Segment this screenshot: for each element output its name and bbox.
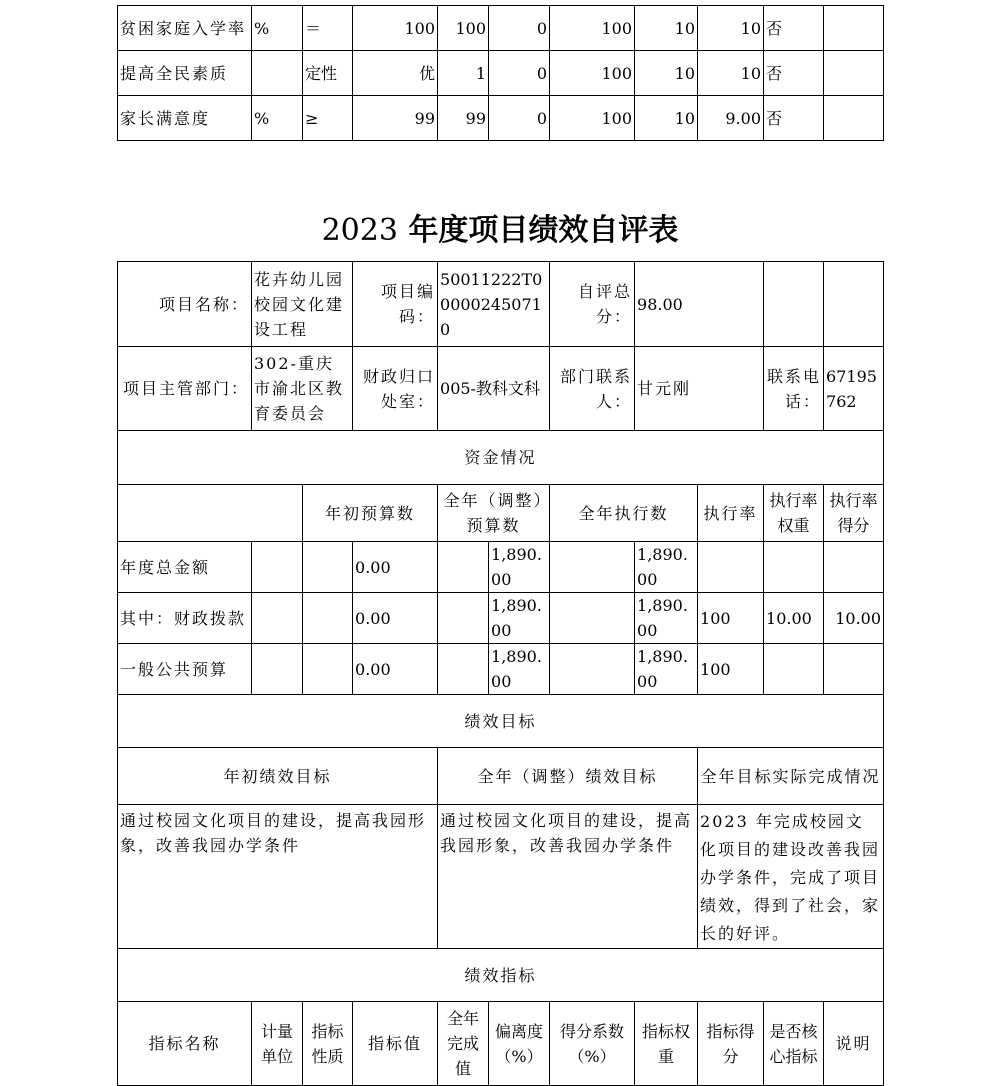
empty-cell — [550, 542, 635, 593]
header-rate-weight: 执行率权重 — [764, 485, 824, 542]
funds-adjusted: 1,890.00 — [489, 542, 550, 593]
table-row — [118, 644, 884, 695]
empty-cell — [252, 644, 303, 695]
goals-section-title: 绩效目标 — [118, 695, 884, 748]
funds-executed: 1,890.00 — [635, 644, 698, 695]
empty-cell — [764, 262, 824, 347]
header-deviation: 偏离度（%） — [489, 1002, 550, 1086]
header-score: 指标得分 — [698, 1002, 764, 1086]
empty-cell — [303, 593, 353, 644]
self-score-value: 98.00 — [635, 262, 764, 347]
project-name-value: 花卉幼儿园校园文化建设工程 — [252, 262, 353, 347]
funds-row-label: 年度总金额 — [118, 542, 252, 593]
indicator-weight: 10 — [635, 96, 698, 141]
header-executed: 全年执行数 — [550, 485, 698, 542]
indicator-target: 100 — [353, 6, 438, 51]
adjusted-goal-text: 通过校园文化项目的建设，提高我园形象，改善我园办学条件 — [438, 805, 698, 949]
indicator-deviation: 0 — [489, 51, 550, 96]
indicators-header-row — [118, 1002, 884, 1086]
indicator-operator: ＝ — [303, 6, 353, 51]
header-initial-goal: 年初绩效目标 — [118, 748, 438, 805]
indicator-note — [824, 51, 884, 96]
indicator-unit — [252, 51, 303, 96]
dept-value: 302-重庆市渝北区教育委员会 — [252, 347, 353, 431]
header-adjusted-goal: 全年（调整）绩效目标 — [438, 748, 698, 805]
top-indicator-table — [117, 5, 884, 141]
indicator-unit: % — [252, 6, 303, 51]
self-evaluation-table — [117, 261, 884, 1086]
funds-score — [824, 644, 884, 695]
indicator-coef: 100 — [550, 6, 635, 51]
funds-executed: 1,890.00 — [635, 593, 698, 644]
header-coef: 得分系数（%） — [550, 1002, 635, 1086]
indicators-section-title: 绩效指标 — [118, 949, 884, 1002]
dept-label: 项目主管部门： — [118, 347, 252, 431]
indicator-operator: ≥ — [303, 96, 353, 141]
funds-weight — [764, 644, 824, 695]
header-initial-budget: 年初预算数 — [303, 485, 438, 542]
indicator-deviation: 0 — [489, 6, 550, 51]
indicator-coef: 100 — [550, 51, 635, 96]
title-year: 2023 — [321, 213, 398, 248]
indicator-deviation: 0 — [489, 96, 550, 141]
indicator-coef: 100 — [550, 96, 635, 141]
indicator-name: 提高全民素质 — [118, 51, 252, 96]
empty-cell — [550, 644, 635, 695]
header-adjusted-budget: 全年（调整）预算数 — [438, 485, 550, 542]
table-row — [118, 542, 884, 593]
empty-cell — [303, 644, 353, 695]
empty-cell — [438, 644, 489, 695]
contact-label: 部门联系人： — [550, 347, 635, 431]
indicator-name: 家长满意度 — [118, 96, 252, 141]
indicator-core: 否 — [764, 6, 824, 51]
empty-cell — [252, 593, 303, 644]
indicator-score: 9.00 — [698, 96, 764, 141]
funds-score: 10.00 — [824, 593, 884, 644]
phone-label: 联系电话： — [764, 347, 824, 431]
empty-cell — [252, 542, 303, 593]
funds-row-label: 其中：财政拨款 — [118, 593, 252, 644]
funds-section-title: 资金情况 — [118, 431, 884, 485]
header-indicator-value: 指标值 — [353, 1002, 438, 1086]
project-code-value: 50011222T000002450710 — [438, 262, 550, 347]
table-row — [118, 593, 884, 644]
table-row — [118, 96, 884, 141]
office-value: 005-教科文科 — [438, 347, 550, 431]
empty-cell — [303, 542, 353, 593]
indicator-core: 否 — [764, 96, 824, 141]
empty-cell — [438, 593, 489, 644]
funds-rate: 100 — [698, 644, 764, 695]
header-nature: 指标性质 — [303, 1002, 353, 1086]
funds-rate: 100 — [698, 593, 764, 644]
indicator-score: 10 — [698, 6, 764, 51]
phone-value: 67195762 — [824, 347, 884, 431]
empty-cell — [118, 485, 303, 542]
header-exec-rate: 执行率 — [698, 485, 764, 542]
office-label: 财政归口处室： — [353, 347, 438, 431]
header-unit: 计量单位 — [252, 1002, 303, 1086]
header-rate-score: 执行率得分 — [824, 485, 884, 542]
funds-adjusted: 1,890.00 — [489, 644, 550, 695]
indicator-target: 99 — [353, 96, 438, 141]
indicator-weight: 10 — [635, 6, 698, 51]
funds-score — [824, 542, 884, 593]
header-completed: 全年完成值 — [438, 1002, 489, 1086]
funds-weight: 10.00 — [764, 593, 824, 644]
empty-cell — [824, 262, 884, 347]
indicator-target: 优 — [353, 51, 438, 96]
project-info-row — [118, 347, 884, 431]
indicator-unit: % — [252, 96, 303, 141]
indicator-actual: 99 — [438, 96, 489, 141]
goals-header-row — [118, 748, 884, 805]
actual-completion-text: 2023 年完成校园文化项目的建设改善我园办学条件，完成了项目绩效，得到了社会，家长的好评。 — [698, 805, 884, 949]
empty-cell — [438, 542, 489, 593]
header-indicator-name: 指标名称 — [118, 1002, 252, 1086]
funds-executed: 1,890.00 — [635, 542, 698, 593]
indicator-score: 10 — [698, 51, 764, 96]
indicator-operator: 定性 — [303, 51, 353, 96]
section-header-row — [118, 695, 884, 748]
funds-header-row — [118, 485, 884, 542]
empty-cell — [550, 593, 635, 644]
header-note: 说明 — [824, 1002, 884, 1086]
header-weight: 指标权重 — [635, 1002, 698, 1086]
project-code-label: 项目编码： — [353, 262, 438, 347]
funds-initial: 0.00 — [353, 593, 438, 644]
indicator-core: 否 — [764, 51, 824, 96]
funds-rate — [698, 542, 764, 593]
indicator-actual: 1 — [438, 51, 489, 96]
section-header-row — [118, 949, 884, 1002]
contact-value: 甘元刚 — [635, 347, 764, 431]
table-row — [118, 6, 884, 51]
goals-content-row — [118, 805, 884, 949]
funds-initial: 0.00 — [353, 644, 438, 695]
funds-adjusted: 1,890.00 — [489, 593, 550, 644]
funds-initial: 0.00 — [353, 542, 438, 593]
project-name-label: 项目名称： — [118, 262, 252, 347]
header-actual-completion: 全年目标实际完成情况 — [698, 748, 884, 805]
funds-row-label: 一般公共预算 — [118, 644, 252, 695]
header-core: 是否核心指标 — [764, 1002, 824, 1086]
table-row — [118, 51, 884, 96]
initial-goal-text: 通过校园文化项目的建设，提高我园形象，改善我园办学条件 — [118, 805, 438, 949]
title-text: 年度项目绩效自评表 — [408, 213, 679, 248]
project-info-row — [118, 262, 884, 347]
self-score-label: 自评总分： — [550, 262, 635, 347]
indicator-weight: 10 — [635, 51, 698, 96]
indicator-note — [824, 96, 884, 141]
indicator-name: 贫困家庭入学率 — [118, 6, 252, 51]
page-title — [0, 205, 1000, 249]
funds-weight — [764, 542, 824, 593]
indicator-note — [824, 6, 884, 51]
indicator-actual: 100 — [438, 6, 489, 51]
section-header-row — [118, 431, 884, 485]
